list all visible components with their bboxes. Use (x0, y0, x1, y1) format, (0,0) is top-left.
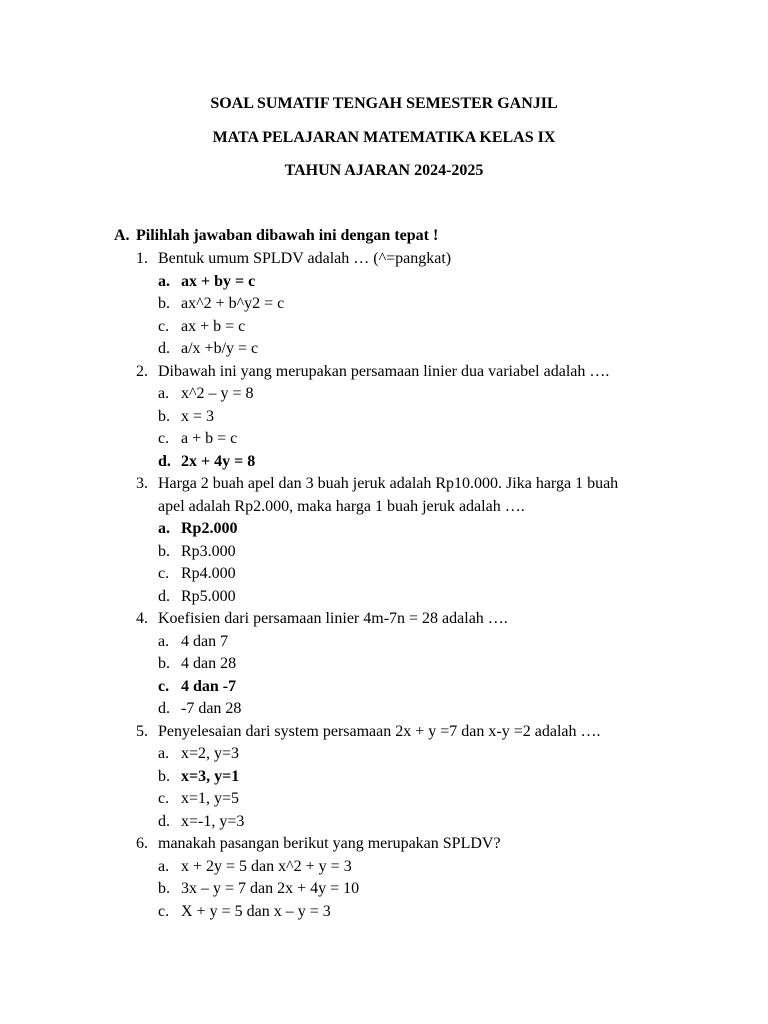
option-text: 4 dan 7 (181, 632, 229, 650)
option-text: 4 dan 28 (181, 655, 237, 672)
option-letter: a. (158, 272, 170, 290)
question-text: Harga 2 buah apel dan 3 buah jeruk adalah Rp10.000. Jika harga 1 buah (158, 475, 619, 492)
option-letter: d. (158, 812, 170, 830)
section-letter: A. (114, 227, 130, 244)
option-text: ax + b = c (181, 317, 246, 335)
option-letter: c. (158, 565, 170, 582)
option-text: x=1, y=5 (181, 790, 240, 807)
option-text: Rp3.000 (181, 542, 236, 560)
option-2c (136, 428, 676, 451)
option-2a (136, 383, 676, 406)
option-text: a + b = c (181, 430, 238, 447)
option-letter: b. (158, 407, 170, 425)
option-text: -7 dan 28 (181, 700, 242, 717)
option-2d (136, 451, 676, 474)
document-title-line-2: MATA PELAJARAN MATEMATIKA KELAS IX (212, 129, 556, 146)
option-text: x=2, y=3 (181, 745, 240, 762)
option-text: Rp5.000 (181, 587, 236, 605)
option-3c (136, 563, 676, 586)
option-letter: d. (158, 700, 170, 717)
question-number: 2. (136, 362, 148, 380)
option-text: 4 dan -7 (181, 677, 237, 695)
option-letter: b. (158, 655, 170, 672)
option-text: 2x + 4y = 8 (181, 452, 256, 470)
option-3d (136, 586, 676, 609)
option-text: a/x +b/y = c (181, 340, 259, 357)
question-3 (136, 473, 676, 496)
question-2 (136, 361, 676, 384)
option-text: x + 2y = 5 dan x^2 + y = 3 (181, 857, 352, 875)
question-5 (136, 721, 676, 744)
option-text: Rp4.000 (181, 565, 236, 582)
option-letter: a. (158, 857, 170, 875)
option-letter: c. (158, 430, 170, 447)
option-1c (136, 316, 676, 339)
option-letter: a. (158, 520, 170, 537)
option-letter: b. (158, 767, 170, 785)
question-number: 5. (136, 722, 148, 740)
document-title-line-1: SOAL SUMATIF TENGAH SEMESTER GANJIL (210, 95, 558, 112)
question-number: 4. (136, 610, 148, 627)
option-6a (136, 856, 676, 879)
option-letter: b. (158, 542, 170, 560)
option-text: X + y = 5 dan x – y = 3 (181, 902, 331, 920)
option-text: ax + by = c (181, 272, 256, 290)
option-text: x=3, y=1 (181, 767, 240, 785)
option-3b (136, 541, 676, 564)
option-letter: a. (158, 745, 170, 762)
option-6b (136, 878, 676, 901)
option-4d (136, 698, 676, 721)
option-letter: c. (158, 790, 170, 807)
question-list (136, 248, 676, 923)
option-text: x=-1, y=3 (181, 812, 245, 830)
question-6 (136, 833, 676, 856)
question-text: manakah pasangan berikut yang merupakan SPLDV? (158, 835, 501, 852)
option-text: x = 3 (181, 407, 215, 425)
option-3a (136, 518, 676, 541)
question-3-continuation: apel adalah Rp2.000, maka harga 1 buah jeruk adalah …. (158, 497, 525, 515)
question-4 (136, 608, 676, 631)
document-title-line-3: TAHUN AJARAN 2024-2025 (284, 162, 484, 179)
option-letter: c. (158, 317, 170, 335)
question-text: Bentuk umum SPLDV adalah … (^=pangkat) (158, 250, 452, 267)
option-text: 3x – y = 7 dan 2x + 4y = 10 (181, 880, 360, 897)
option-2b (136, 406, 676, 429)
option-letter: c. (158, 902, 170, 920)
option-text: x^2 – y = 8 (181, 385, 254, 402)
question-text: Dibawah ini yang merupakan persamaan linier dua variabel adalah …. (158, 362, 610, 380)
question-text: Penyelesaian dari system persamaan 2x + y =7 dan x-y =2 adalah …. (158, 722, 601, 740)
question-number: 6. (136, 835, 148, 852)
option-letter: d. (158, 340, 170, 357)
question-text: Koefisien dari persamaan linier 4m-7n = 28 adalah …. (158, 610, 508, 627)
option-6c (136, 901, 676, 924)
option-1a (136, 271, 676, 294)
option-4c (136, 676, 676, 699)
section-title: Pilihlah jawaban dibawah ini dengan tepat ! (136, 227, 439, 244)
option-letter: b. (158, 880, 170, 897)
option-5d (136, 811, 676, 834)
option-letter: a. (158, 632, 170, 650)
section-heading (114, 226, 438, 246)
option-5c (136, 788, 676, 811)
option-5a (136, 743, 676, 766)
option-letter: a. (158, 385, 170, 402)
question-number: 1. (136, 250, 148, 267)
option-1d (136, 338, 676, 361)
option-letter: b. (158, 295, 170, 312)
question-number: 3. (136, 475, 148, 492)
option-4b (136, 653, 676, 676)
option-letter: d. (158, 452, 171, 470)
option-5b (136, 766, 676, 789)
option-text: ax^2 + b^y2 = c (181, 295, 285, 312)
option-text: Rp2.000 (181, 520, 238, 537)
question-1 (136, 248, 676, 271)
option-4a (136, 631, 676, 654)
option-1b (136, 293, 676, 316)
option-letter: d. (158, 587, 170, 605)
option-letter: c. (158, 677, 170, 695)
